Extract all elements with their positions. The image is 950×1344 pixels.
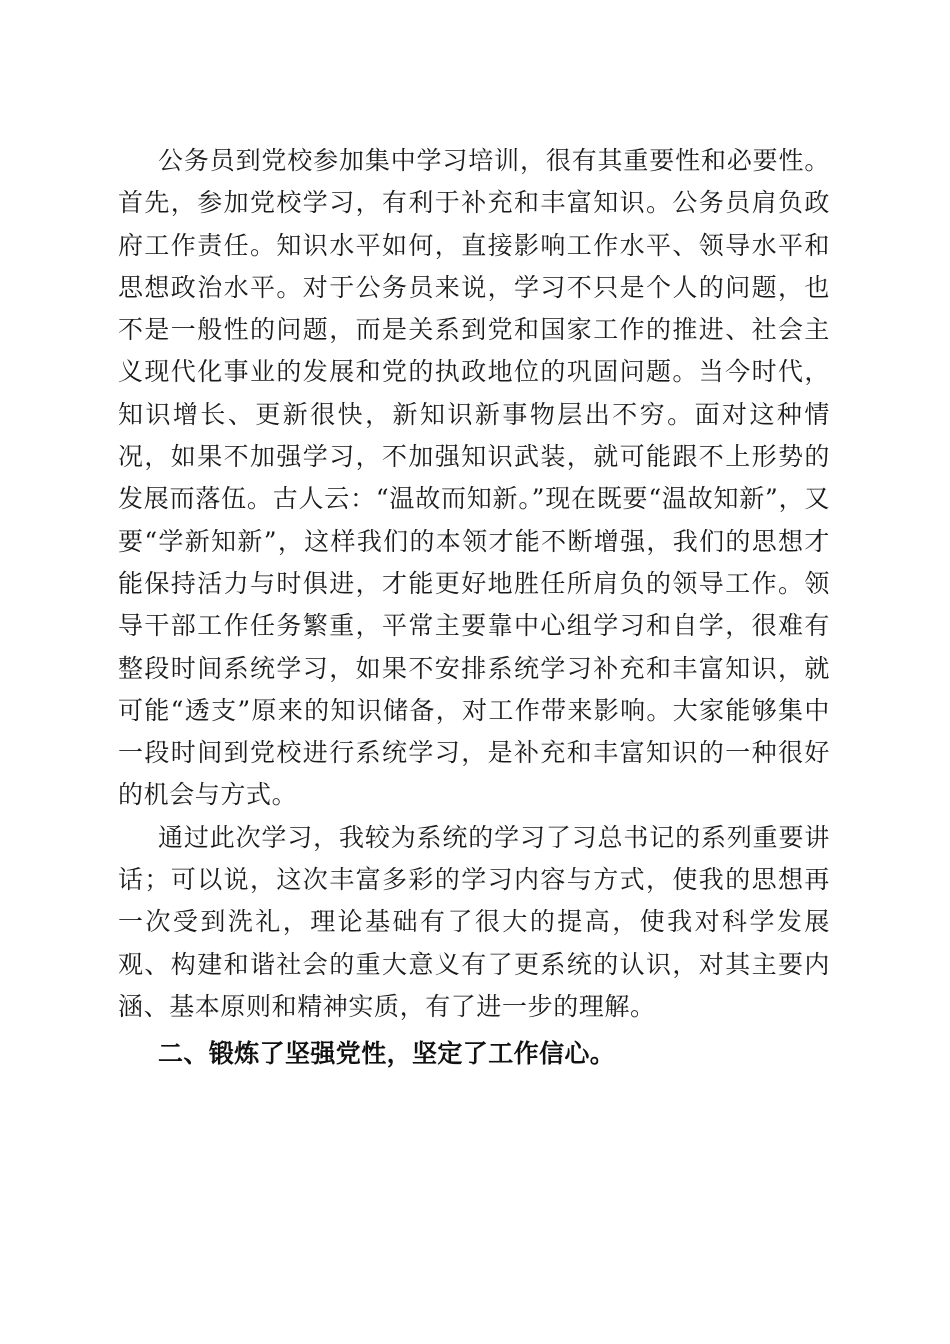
paragraph-party-school-study: 公务员到党校参加集中学习培训，很有其重要性和必要性。首先，参加党校学习，有利于补充和丰富知识。公务员肩负政府工作责任。知识水平如何，直接影响工作水平、领导水平和思想政治水平。对于公务员来说，学习不只是个人的问题，也不是一般性的问题，而是关系到党和国家工作的推进、社会主义现代化事业的发展和党的执政地位的巩固问题。当今时代，知识增长、更新很快，新知识新事物层出不穷。面对这种情况，如果不加强学习，不加强知识武装，就可能跟不上形势的发展而落伍。古人云：“温故而知新。”现在既要“温故知新”，又要“学新知新”，这样我们的本领才能不断增强，我们的思想才能保持活力与时俱进，才能更好地胜任所肩负的领导工作。领导干部工作任务繁重，平常主要靠中心组学习和自学，很难有整段时间系统学习，如果不安排系统学习补充和丰富知识，就可能“透支”原来的知识储备，对工作带来影响。大家能够集中一段时间到党校进行系统学习，是补充和丰富知识的一种很好的机会与方式。 [118, 146, 830, 810]
section-heading: 二、锻炼了坚强党性，坚定了工作信心。 [158, 1039, 616, 1069]
paragraph-study-outcome: 通过此次学习，我较为系统的学习了习总书记的系列重要讲话；可以说，这次丰富多彩的学习内容与方式，使我的思想再一次受到洗礼，理论基础有了很大的提高，使我对科学发展观、构建和谐社会的重大意义有了更系统的认识，对其主要内涵、基本原则和精神实质，有了进一步的理解。 [118, 822, 830, 1021]
document-body [118, 140, 830, 1075]
